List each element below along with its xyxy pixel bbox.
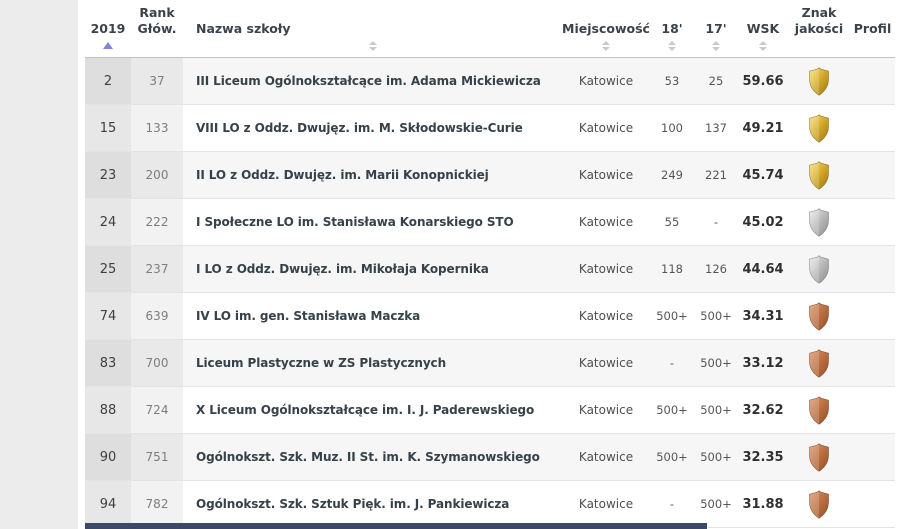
header-city[interactable] bbox=[562, 0, 650, 57]
quality-badge-cell bbox=[788, 105, 850, 151]
header-label: Rank bbox=[139, 4, 175, 20]
rank-main-cell: 37 bbox=[149, 74, 165, 88]
quality-shield-icon bbox=[807, 443, 831, 472]
score-18-cell: 500+ bbox=[656, 450, 688, 464]
sort-asc-icon bbox=[103, 39, 113, 52]
pos-2019-cell: 83 bbox=[99, 355, 117, 371]
score-17-cell: 221 bbox=[705, 168, 727, 182]
wsk-cell: 59.66 bbox=[742, 73, 784, 89]
header-label: WSK bbox=[746, 20, 780, 36]
city-cell: Katowice bbox=[578, 262, 634, 276]
quality-badge-cell bbox=[788, 340, 850, 386]
table-row[interactable] bbox=[85, 434, 895, 481]
school-name-link[interactable]: I Społeczne LO im. Stanisława Konarskiego STO bbox=[196, 215, 514, 229]
quality-shield-icon bbox=[807, 302, 831, 331]
school-name-link[interactable]: III Liceum Ogólnokształcące im. Adama Mickiewicza bbox=[196, 74, 541, 88]
sort-both-icon bbox=[712, 39, 720, 52]
score-18-cell: 500+ bbox=[656, 309, 688, 323]
school-name-link[interactable]: X Liceum Ogólnokształcące im. I. J. Paderewskiego bbox=[196, 403, 535, 417]
score-18-cell: 100 bbox=[661, 121, 683, 135]
rank-main-cell: 751 bbox=[145, 450, 169, 464]
city-cell: Katowice bbox=[578, 450, 634, 464]
pos-2019-cell: 15 bbox=[99, 120, 117, 136]
school-name-link[interactable]: Ogólnokszt. Szk. Muz. II St. im. K. Szymanowskiego bbox=[196, 450, 540, 464]
header-label: Profil bbox=[853, 20, 892, 36]
quality-shield-icon bbox=[807, 396, 831, 425]
table-body bbox=[85, 58, 895, 528]
city-cell: Katowice bbox=[578, 497, 634, 511]
score-17-cell: 137 bbox=[705, 121, 727, 135]
score-17-cell: 500+ bbox=[700, 309, 732, 323]
table-row[interactable] bbox=[85, 152, 895, 199]
cutoff-bar bbox=[85, 523, 707, 529]
header-label: 18' bbox=[661, 20, 683, 36]
rank-main-cell: 724 bbox=[145, 403, 169, 417]
city-cell: Katowice bbox=[578, 215, 634, 229]
header-quality-badge bbox=[788, 0, 850, 57]
quality-badge-cell bbox=[788, 481, 850, 527]
rank-main-cell: 782 bbox=[145, 497, 169, 511]
school-name-link[interactable]: II LO z Oddz. Dwujęz. im. Marii Konopnickiej bbox=[196, 168, 489, 182]
header-label: 17' bbox=[705, 20, 727, 36]
quality-shield-icon bbox=[807, 255, 831, 284]
score-17-cell: 500+ bbox=[700, 356, 732, 370]
pos-2019-cell: 94 bbox=[99, 496, 117, 512]
header-label: Miejscowość bbox=[562, 20, 650, 36]
score-18-cell: 55 bbox=[664, 215, 680, 229]
table-row[interactable] bbox=[85, 58, 895, 105]
header-2019[interactable] bbox=[85, 0, 131, 57]
wsk-cell: 44.64 bbox=[742, 261, 784, 277]
score-17-cell: 126 bbox=[705, 262, 727, 276]
header-label: Nazwa szkoły bbox=[196, 20, 291, 36]
header-school-name[interactable] bbox=[183, 0, 562, 57]
header-label: Znak bbox=[801, 4, 837, 20]
pos-2019-cell: 23 bbox=[99, 167, 117, 183]
quality-shield-icon bbox=[807, 208, 831, 237]
quality-badge-cell bbox=[788, 58, 850, 104]
city-cell: Katowice bbox=[578, 168, 634, 182]
rank-main-cell: 700 bbox=[145, 356, 169, 370]
rank-main-cell: 133 bbox=[145, 121, 169, 135]
score-17-cell: 500+ bbox=[700, 450, 732, 464]
city-cell: Katowice bbox=[578, 309, 634, 323]
table-row[interactable] bbox=[85, 481, 895, 528]
city-cell: Katowice bbox=[578, 74, 634, 88]
score-18-cell: 249 bbox=[661, 168, 683, 182]
city-cell: Katowice bbox=[578, 356, 634, 370]
header-label-line2: jakości bbox=[794, 20, 844, 36]
pos-2019-cell: 90 bbox=[99, 449, 117, 465]
school-name-link[interactable]: I LO z Oddz. Dwujęz. im. Mikołaja Kopernika bbox=[196, 262, 489, 276]
wsk-cell: 34.31 bbox=[742, 308, 784, 324]
table-row[interactable] bbox=[85, 105, 895, 152]
score-17-cell: 500+ bbox=[700, 403, 732, 417]
table-row[interactable] bbox=[85, 387, 895, 434]
score-18-cell: 118 bbox=[661, 262, 683, 276]
quality-badge-cell bbox=[788, 293, 850, 339]
pos-2019-cell: 24 bbox=[99, 214, 117, 230]
score-18-cell: - bbox=[669, 497, 675, 511]
header-year17[interactable] bbox=[694, 0, 738, 57]
table-row[interactable] bbox=[85, 199, 895, 246]
rank-main-cell: 237 bbox=[145, 262, 169, 276]
city-cell: Katowice bbox=[578, 121, 634, 135]
score-17-cell: 25 bbox=[708, 74, 724, 88]
school-name-link[interactable]: Ogólnokszt. Szk. Sztuk Pięk. im. J. Pankiewicza bbox=[196, 497, 510, 511]
quality-badge-cell bbox=[788, 246, 850, 292]
rank-main-cell: 639 bbox=[145, 309, 169, 323]
quality-shield-icon bbox=[807, 161, 831, 190]
wsk-cell: 32.35 bbox=[742, 449, 784, 465]
wsk-cell: 31.88 bbox=[742, 496, 784, 512]
pos-2019-cell: 74 bbox=[99, 308, 117, 324]
quality-badge-cell bbox=[788, 387, 850, 433]
table-row[interactable] bbox=[85, 293, 895, 340]
sort-both-icon bbox=[668, 39, 676, 52]
sort-both-icon bbox=[602, 39, 610, 52]
header-label-line2: Głów. bbox=[137, 20, 177, 36]
school-name-link[interactable]: IV LO im. gen. Stanisława Maczka bbox=[196, 309, 421, 323]
sort-both-icon bbox=[369, 39, 377, 52]
pos-2019-cell: 2 bbox=[103, 73, 113, 89]
rank-main-cell: 222 bbox=[145, 215, 169, 229]
wsk-cell: 45.74 bbox=[742, 167, 784, 183]
school-name-link[interactable]: Liceum Plastyczne w ZS Plastycznych bbox=[196, 356, 447, 370]
table-row[interactable] bbox=[85, 340, 895, 387]
table-header-row bbox=[85, 0, 895, 58]
sort-both-icon bbox=[759, 39, 767, 52]
school-name-link[interactable]: VIII LO z Oddz. Dwujęz. im. M. Skłodowskie-Curie bbox=[196, 121, 523, 135]
score-17-cell: 500+ bbox=[700, 497, 732, 511]
city-cell: Katowice bbox=[578, 403, 634, 417]
quality-badge-cell bbox=[788, 199, 850, 245]
pos-2019-cell: 25 bbox=[99, 261, 117, 277]
header-rank-main[interactable] bbox=[131, 0, 183, 57]
quality-shield-icon bbox=[807, 67, 831, 96]
score-18-cell: - bbox=[669, 356, 675, 370]
quality-badge-cell bbox=[788, 434, 850, 480]
wsk-cell: 32.62 bbox=[742, 402, 784, 418]
score-18-cell: 500+ bbox=[656, 403, 688, 417]
rank-main-cell: 200 bbox=[145, 168, 169, 182]
quality-shield-icon bbox=[807, 490, 831, 519]
wsk-cell: 45.02 bbox=[742, 214, 784, 230]
header-year18[interactable] bbox=[650, 0, 694, 57]
quality-shield-icon bbox=[807, 349, 831, 378]
score-18-cell: 53 bbox=[664, 74, 680, 88]
header-profil bbox=[850, 0, 895, 57]
page-left-margin bbox=[0, 0, 78, 529]
wsk-cell: 33.12 bbox=[742, 355, 784, 371]
quality-shield-icon bbox=[807, 114, 831, 143]
header-wsk[interactable] bbox=[738, 0, 788, 57]
wsk-cell: 49.21 bbox=[742, 120, 784, 136]
score-17-cell: - bbox=[713, 215, 719, 229]
quality-badge-cell bbox=[788, 152, 850, 198]
school-ranking-table bbox=[85, 0, 895, 529]
pos-2019-cell: 88 bbox=[99, 402, 117, 418]
table-row[interactable] bbox=[85, 246, 895, 293]
header-label: 2019 bbox=[90, 20, 126, 36]
